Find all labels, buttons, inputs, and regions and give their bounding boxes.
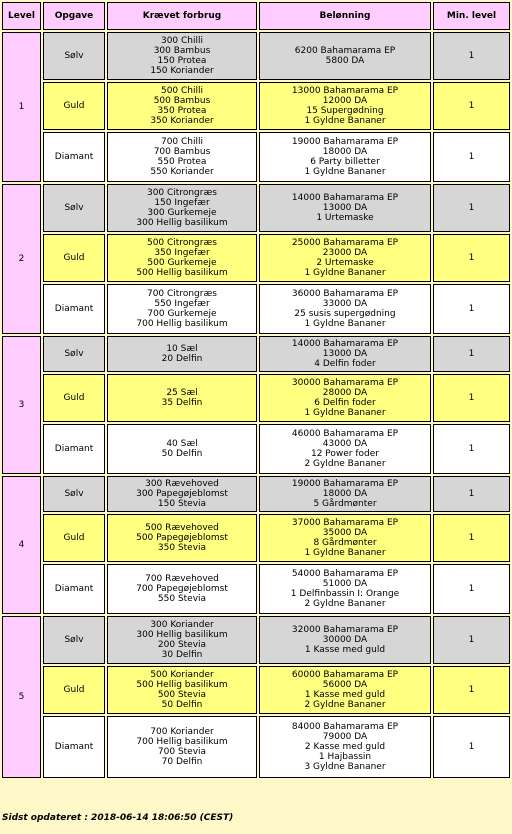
table-row [2,82,510,130]
text-line: 150 Koriander [150,66,214,76]
text-line: 500 Gurkemeje [147,258,217,268]
header-row [2,2,510,30]
text-line: 300 Gurkemeje [147,208,217,218]
text-line: 700 Koriander [150,727,214,737]
task-cell: Guld [43,374,105,422]
text-line: 700 Chilli [160,137,204,147]
task-cell: Sølv [43,184,105,232]
header-required: Krævet forbrug [107,2,257,30]
reward-cell [259,32,431,80]
table-row [2,476,510,512]
min-level-cell: 1 [433,284,510,334]
text-line: 6 Delfin foder [314,398,376,408]
text-line: 350 Stevia [157,543,207,553]
text-line: 150 Ingefær [154,198,210,208]
table-row [2,564,510,614]
task-cell: Diamant [43,284,105,334]
reward-cell [259,476,431,512]
text-line: 1 Gyldne Bananer [304,408,386,418]
min-level-cell: 1 [433,564,510,614]
text-line: 300 Bambus [153,46,211,56]
text-line: 1 Gyldne Bananer [304,268,386,278]
text-line: 350 Protea [157,106,207,116]
text-line: 1 Gyldne Bananer [304,548,386,558]
min-level-cell: 1 [433,234,510,282]
text-line: 35000 DA [322,528,368,538]
text-line: 300 Citrongræs [146,188,217,198]
header-reward: Belønning [259,2,431,30]
task-cell: Diamant [43,424,105,474]
text-line: 350 Koriander [150,116,214,126]
required-cell [107,82,257,130]
min-level-cell: 1 [433,666,510,714]
text-line: 500 Bambus [153,96,211,106]
text-line: 1 Hajbassin [318,752,372,762]
text-line: 25 Sæl [166,388,198,398]
reward-cell [259,564,431,614]
text-line: 14000 Bahamarama EP [291,193,399,203]
required-cell [107,514,257,562]
text-line: 500 Rævehoved [145,523,219,533]
text-line: 18000 DA [322,147,368,157]
text-line: 500 Stevia [157,690,207,700]
min-level-cell: 1 [433,424,510,474]
reward-cell [259,82,431,130]
min-level-cell: 1 [433,184,510,232]
task-cell: Sølv [43,616,105,664]
table-row [2,284,510,334]
required-cell [107,666,257,714]
text-line: 550 Stevia [157,594,207,604]
text-line: 300 Papegøjeblomst [136,489,228,499]
text-line: 500 Hellig basilikum [136,680,228,690]
text-line: 150 Protea [157,56,207,66]
text-line: 500 Hellig basilikum [136,268,228,278]
text-line: 5 Gårdmønter [313,499,377,509]
text-line: 6 Party billetter [310,157,380,167]
required-cell [107,284,257,334]
text-line: 700 Stevia [157,747,207,757]
min-level-cell: 1 [433,82,510,130]
required-cell [107,424,257,474]
text-line: 35 Delfin [161,398,203,408]
level-cell: 3 [2,336,41,474]
reward-cell [259,184,431,232]
text-line: 700 Papegøjeblomst [136,584,228,594]
text-line: 500 Chilli [160,86,204,96]
text-line: 19000 Bahamarama EP [291,137,399,147]
text-line: 700 Rævehoved [145,574,219,584]
level-cell: 1 [2,32,41,182]
task-cell: Guld [43,234,105,282]
min-level-cell: 1 [433,336,510,372]
level-cell: 4 [2,476,41,614]
required-cell [107,132,257,182]
reward-cell [259,132,431,182]
task-cell: Guld [43,666,105,714]
required-cell [107,476,257,512]
text-line: 30000 Bahamarama EP [291,378,399,388]
text-line: 500 Citrongræs [146,238,217,248]
text-line: 700 Hellig basilikum [136,737,228,747]
text-line: 36000 Bahamarama EP [291,289,399,299]
text-line: 56000 DA [322,680,368,690]
text-line: 300 Chilli [160,36,204,46]
min-level-cell: 1 [433,374,510,422]
text-line: 19000 Bahamarama EP [291,479,399,489]
text-line: 20 Delfin [161,354,203,364]
text-line: 43000 DA [322,439,368,449]
task-cell: Sølv [43,32,105,80]
task-cell: Sølv [43,476,105,512]
text-line: 46000 Bahamarama EP [291,429,399,439]
text-line: 33000 DA [322,299,368,309]
table-row [2,32,510,80]
quest-table-body [2,32,510,778]
min-level-cell: 1 [433,514,510,562]
header-min-level: Min. level [433,2,510,30]
required-cell [107,32,257,80]
reward-cell [259,424,431,474]
text-line: 2 Kasse med guld [304,742,386,752]
text-line: 25 susis supergødning [294,309,396,319]
text-line: 700 Hellig basilikum [136,319,228,329]
text-line: 32000 Bahamarama EP [291,625,399,635]
text-line: 2 Urtemaske [316,258,374,268]
text-line: 700 Bambus [153,147,211,157]
text-line: 1 Delfinbassin I: Orange [290,589,400,599]
text-line: 500 Koriander [150,670,214,680]
text-line: 550 Protea [157,157,207,167]
text-line: 1 Urtemaske [316,213,374,223]
table-row [2,234,510,282]
text-line: 25000 Bahamarama EP [291,238,399,248]
text-line: 12 Power foder [310,449,379,459]
reward-cell [259,374,431,422]
reward-cell [259,616,431,664]
table-row [2,336,510,372]
text-line: 40 Sæl [166,439,198,449]
text-line: 700 Citrongræs [146,289,217,299]
level-cell: 2 [2,184,41,334]
text-line: 30000 DA [322,635,368,645]
table-row [2,184,510,232]
text-line: 50 Delfin [161,700,203,710]
text-line: 1 Gyldne Bananer [304,319,386,329]
text-line: 84000 Bahamarama EP [291,722,399,732]
text-line: 6200 Bahamarama EP [294,46,396,56]
text-line: 23000 DA [322,248,368,258]
required-cell [107,234,257,282]
text-line: 5800 DA [325,56,365,66]
text-line: 1 Gyldne Bananer [304,116,386,126]
text-line: 350 Ingefær [154,248,210,258]
task-cell: Sølv [43,336,105,372]
text-line: 51000 DA [322,579,368,589]
text-line: 37000 Bahamarama EP [291,518,399,528]
text-line: 28000 DA [322,388,368,398]
header-level: Level [2,2,41,30]
table-row [2,616,510,664]
last-updated: Sidst opdateret : 2018-06-14 18:06:50 (CEST) [2,813,234,823]
text-line: 2 Gyldne Bananer [304,599,386,609]
text-line: 700 Gurkemeje [147,309,217,319]
text-line: 1 Kasse med guld [304,645,386,655]
text-line: 1 Kasse med guld [304,690,386,700]
required-cell [107,564,257,614]
table-row [2,424,510,474]
text-line: 2 Gyldne Bananer [304,700,386,710]
text-line: 13000 DA [322,203,368,213]
text-line: 30 Delfin [161,650,203,660]
table-row [2,716,510,778]
text-line: 300 Hellig basilikum [136,218,228,228]
reward-cell [259,514,431,562]
text-line: 1 Gyldne Bananer [304,167,386,177]
task-cell: Guld [43,82,105,130]
text-line: 13000 DA [322,349,368,359]
text-line: 60000 Bahamarama EP [291,670,399,680]
reward-cell [259,234,431,282]
required-cell [107,374,257,422]
text-line: 550 Ingefær [154,299,210,309]
required-cell [107,336,257,372]
text-line: 300 Koriander [150,620,214,630]
text-line: 4 Delfin foder [314,359,376,369]
level-cell: 5 [2,616,41,778]
header-task: Opgave [43,2,105,30]
text-line: 14000 Bahamarama EP [291,339,399,349]
text-line: 10 Sæl [166,344,198,354]
text-line: 550 Koriander [150,167,214,177]
min-level-cell: 1 [433,476,510,512]
text-line: 13000 Bahamarama EP [291,86,399,96]
text-line: 2 Gyldne Bananer [304,459,386,469]
text-line: 200 Stevia [157,640,207,650]
required-cell [107,184,257,232]
text-line: 15 Supergødning [306,106,384,116]
required-cell [107,716,257,778]
required-cell [107,616,257,664]
task-cell: Diamant [43,132,105,182]
text-line: 8 Gårdmønter [313,538,377,548]
text-line: 50 Delfin [161,449,203,459]
text-line: 300 Hellig basilikum [136,630,228,640]
text-line: 79000 DA [322,732,368,742]
min-level-cell: 1 [433,32,510,80]
reward-cell [259,336,431,372]
table-row [2,666,510,714]
task-cell: Diamant [43,716,105,778]
min-level-cell: 1 [433,616,510,664]
reward-cell [259,284,431,334]
text-line: 3 Gyldne Bananer [304,762,386,772]
task-cell: Diamant [43,564,105,614]
task-cell: Guld [43,514,105,562]
text-line: 12000 DA [322,96,368,106]
min-level-cell: 1 [433,132,510,182]
min-level-cell: 1 [433,716,510,778]
text-line: 70 Delfin [161,757,203,767]
text-line: 300 Rævehoved [145,479,219,489]
table-row [2,514,510,562]
text-line: 500 Papegøjeblomst [136,533,228,543]
reward-cell [259,666,431,714]
text-line: 150 Stevia [157,499,207,509]
table-row [2,374,510,422]
reward-cell [259,716,431,778]
text-line: 18000 DA [322,489,368,499]
table-row [2,132,510,182]
text-line: 54000 Bahamarama EP [291,569,399,579]
